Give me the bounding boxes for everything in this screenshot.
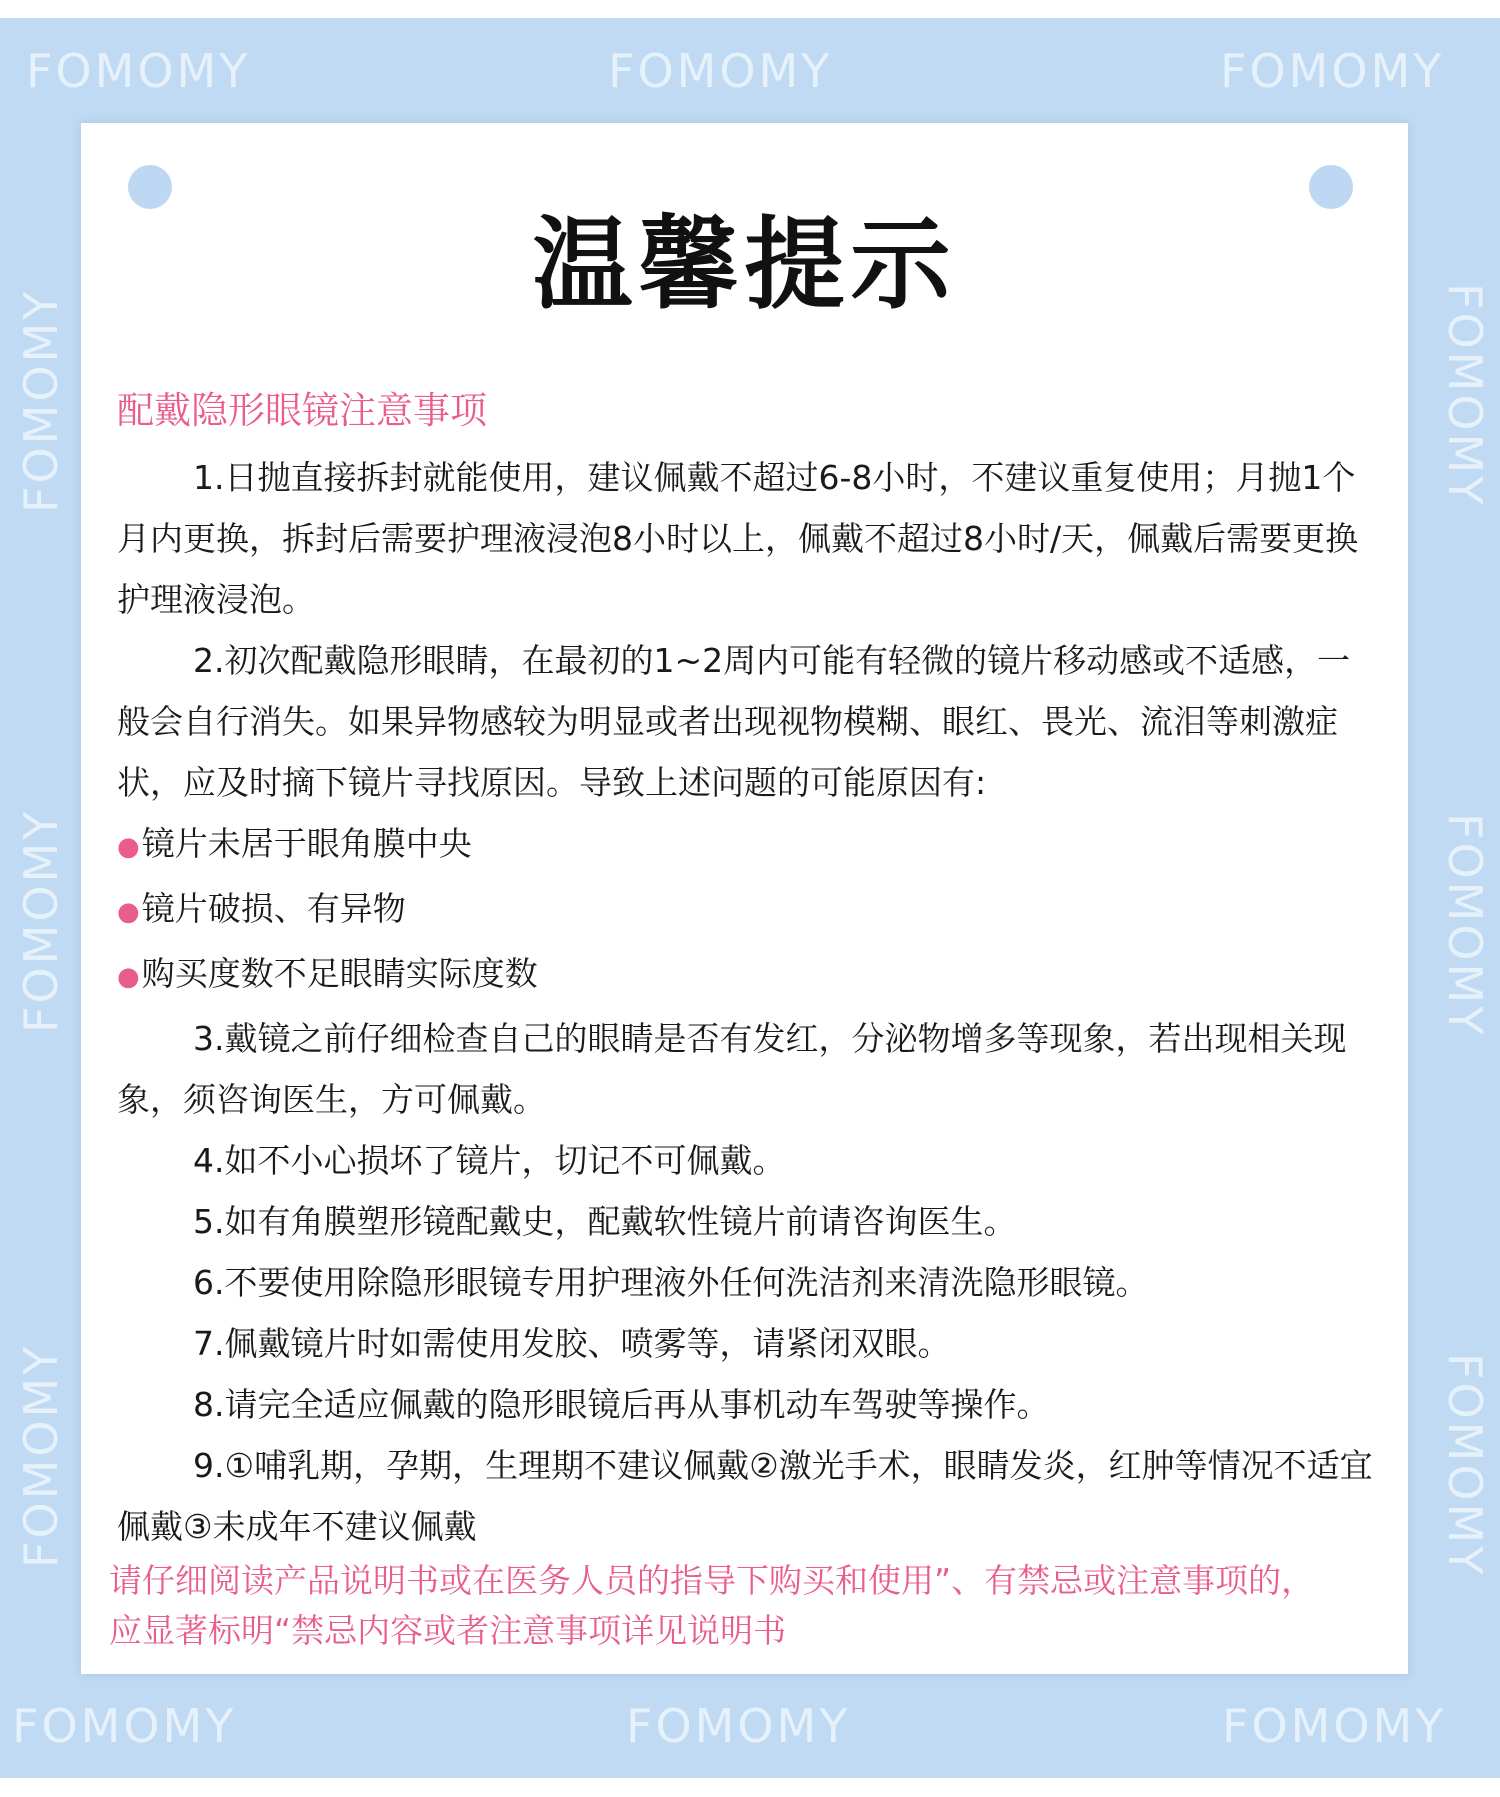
paragraph: 3.戴镜之前仔细检查自己的眼睛是否有发红，分泌物增多等现象，若出现相关现象，须咨询医生，方可佩戴。 xyxy=(117,1019,1347,1119)
bullet-dot-icon: ● xyxy=(117,962,140,992)
watermark-bottom-center: FOMOMY xyxy=(626,1699,851,1753)
watermark-left-2: FOMOMY xyxy=(14,808,68,1033)
watermark-right-3: FOMOMY xyxy=(1438,1353,1492,1578)
legal-notice-line: 应显著标明“禁忌内容或者注意事项详见说明书 xyxy=(109,1611,787,1650)
paragraph: 2.初次配戴隐形眼睛，在最初的1~2周内可能有轻微的镜片移动感或不适感，一般会自行消失。如果异物感较为明显或者出现视物模糊、眼红、畏光、流泪等刺激症状，应及时摘下镜片寻找原因。导致上述问题的可能原因有: xyxy=(117,641,1351,802)
list-item-text: 镜片未居于眼角膜中央 xyxy=(141,824,472,863)
watermark-bottom-right: FOMOMY xyxy=(1222,1699,1447,1753)
watermark-top-right: FOMOMY xyxy=(1220,44,1445,98)
paragraph: 5.如有角膜塑形镜配戴史，配戴软性镜片前请咨询医生。 xyxy=(193,1202,1017,1241)
page-title: 温馨提示 xyxy=(532,206,957,323)
watermark-bottom-left: FOMOMY xyxy=(12,1699,237,1753)
pin-left-icon xyxy=(128,165,172,209)
bullet-dot-icon: ● xyxy=(117,897,140,927)
watermark-top-center: FOMOMY xyxy=(608,44,833,98)
legal-notice xyxy=(109,1556,1399,1656)
paragraph: 4.如不小心损坏了镜片，切记不可佩戴。 xyxy=(193,1141,786,1180)
list-item xyxy=(117,813,1379,878)
watermark-right-1: FOMOMY xyxy=(1438,283,1492,508)
list-item xyxy=(117,878,1379,943)
notice-card xyxy=(81,123,1408,1674)
watermark-left-3: FOMOMY xyxy=(14,1343,68,1568)
paragraph: 8.请完全适应佩戴的隐形眼镜后再从事机动车驾驶等操作。 xyxy=(193,1385,1050,1424)
watermark-right-2: FOMOMY xyxy=(1438,813,1492,1038)
list-item xyxy=(117,943,1379,1008)
bullet-dot-icon: ● xyxy=(117,832,140,862)
pin-right-icon xyxy=(1309,165,1353,209)
paragraph: 6.不要使用除隐形眼镜专用护理液外任何洗洁剂来清洗隐形眼镜。 xyxy=(193,1263,1149,1302)
list-item-text: 购买度数不足眼睛实际度数 xyxy=(141,954,538,993)
list-item-text: 镜片破损、有异物 xyxy=(141,889,406,928)
content-body xyxy=(117,383,1379,1557)
paragraph: 1.日抛直接拆封就能使用，建议佩戴不超过6-8小时，不建议重复使用；月抛1个月内更换，拆封后需要护理液浸泡8小时以上，佩戴不超过8小时/天，佩戴后需要更换护理液浸泡。 xyxy=(117,458,1359,619)
watermark-top-left: FOMOMY xyxy=(26,44,251,98)
legal-notice-line: 请仔细阅读产品说明书或在医务人员的指导下购买和使用”、有禁忌或注意事项的， xyxy=(109,1561,1315,1600)
paragraph: 9.①哺乳期，孕期，生理期不建议佩戴②激光手术，眼睛发炎，红肿等情况不适宜佩戴③未成年不建议佩戴 xyxy=(117,1446,1373,1546)
paragraph: 7.佩戴镜片时如需使用发胶、喷雾等，请紧闭双眼。 xyxy=(193,1324,951,1363)
watermark-left-1: FOMOMY xyxy=(14,288,68,513)
section-subtitle: 配戴隐形眼镜注意事项 xyxy=(117,389,487,432)
